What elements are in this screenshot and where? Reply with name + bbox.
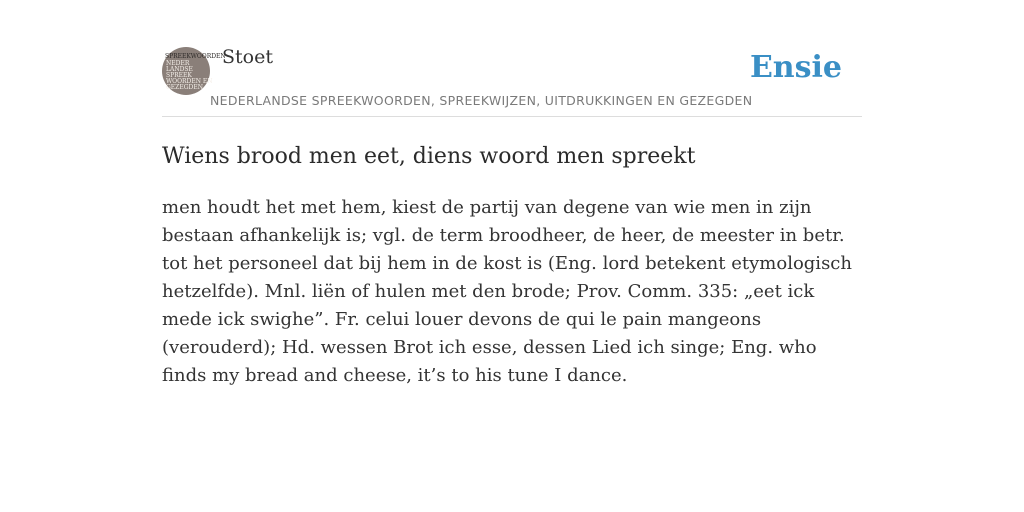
avatar-line: LANDSE: [166, 66, 193, 73]
avatar-line: NEDER: [166, 60, 190, 67]
entry-card: [162, 46, 862, 390]
source-title[interactable]: NEDERLANDSE SPREEKWOORDEN, SPREEKWIJZEN, UITDRUKKINGEN EN GEZEGDEN: [210, 93, 753, 108]
author-name[interactable]: Stoet: [222, 46, 273, 68]
ensie-logo-link[interactable]: Ensie: [749, 50, 842, 85]
avatar-top-text: SPREEKWOORDEN: [165, 53, 226, 60]
entry-title: Wiens brood men eet, diens woord men spreekt: [162, 144, 696, 169]
avatar-lines: [166, 60, 213, 91]
avatar-line: SPREEK: [166, 72, 192, 79]
avatar-line: GEZEGDEN: [166, 84, 203, 91]
avatar-line: WOORDEN EN: [166, 78, 213, 85]
source-avatar[interactable]: [162, 47, 226, 95]
entry-definition: men houdt het met hem, kiest de partij van degene van wie men in zijn bestaan afhankelijk is; vgl. de term broodheer, de heer, de meester in betr. tot het personeel dat bij hem in de kost is (Eng. lord betekent etymologisch hetzelfde). Mnl. liën of hulen met den brode; Prov. Comm. 335: „eet ick mede ick swighe”. Fr. celui louer devons de qui le pain mangeons (verouderd); Hd. wessen Brot ich esse, dessen Lied ich singe; Eng. who finds my bread and cheese, it’s to his tune I dance.: [162, 197, 852, 386]
entry-header: [162, 46, 862, 117]
